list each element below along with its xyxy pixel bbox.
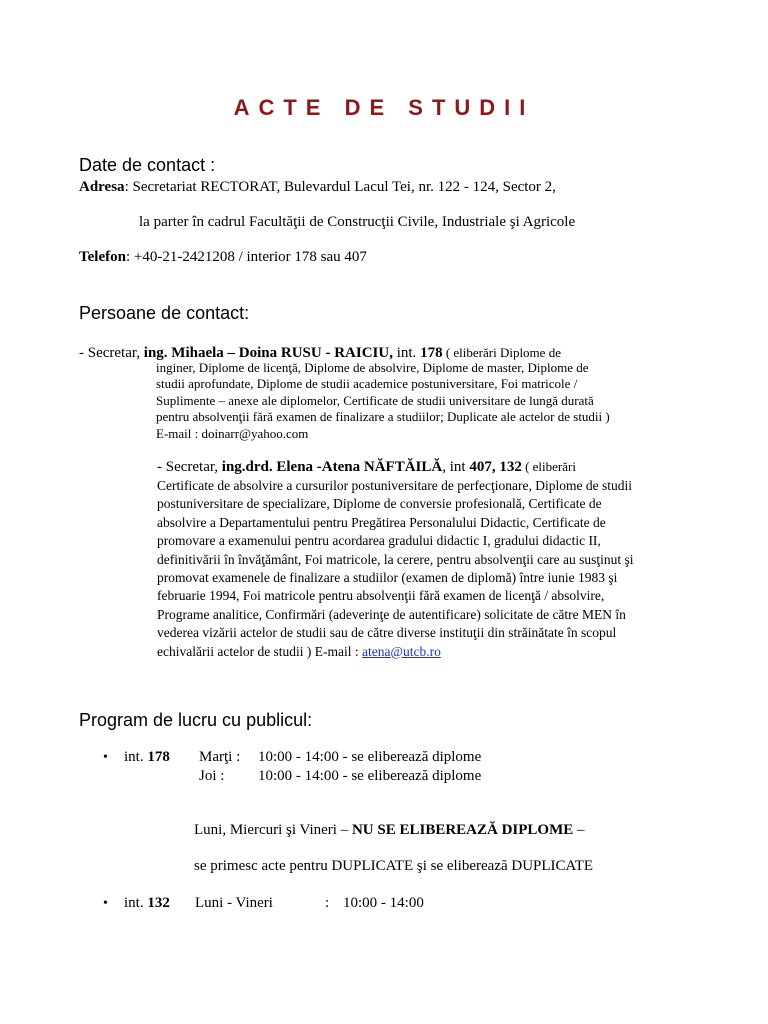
phone-line xyxy=(79,249,367,266)
person-2-int-label: , int xyxy=(442,459,470,475)
schedule-time-1: 10:00 - 14:00 - se eliberează diplome xyxy=(258,749,482,765)
note-1-suffix: – xyxy=(573,822,585,838)
person-1-name: ing. Mihaela – Doina RUSU - RAICIU, xyxy=(143,345,393,361)
address-label: Adresa xyxy=(79,179,125,195)
person-1-desc-line: inginer, Diplome de licenţă, Diplome de absolvire, Diplome de master, Diplome de xyxy=(156,360,589,375)
person-2-firstline xyxy=(157,458,576,476)
person-2-name: ing.drd. Elena -Atena NĂFTĂILĂ xyxy=(221,459,443,475)
int-value: 132 xyxy=(147,895,170,911)
schedule-time-2: 10:00 - 14:00 - se eliberează diplome xyxy=(258,768,482,784)
note-1-prefix: Luni, Miercuri şi Vineri – xyxy=(194,822,352,838)
person-2-prefix: - Secretar, xyxy=(157,459,222,475)
schedule-day-1: Marţi : xyxy=(199,749,241,765)
int-178-label xyxy=(124,749,170,766)
person-2-desc-first: ( eliberări xyxy=(521,459,576,474)
person-2-desc-line: vederea vizării actelor de studii sau de către diverse instituţii din străinătate în scopul xyxy=(157,625,617,641)
person-1-int-label: int. xyxy=(392,345,421,361)
int-value: 178 xyxy=(147,749,170,765)
person-1-prefix: - Secretar, xyxy=(79,345,144,361)
page-title: ACTE DE STUDII xyxy=(233,95,535,120)
phone-value: : +40-21-2421208 / interior 178 sau 407 xyxy=(125,249,367,265)
person-1-desc-line: pentru absolvenţii fără examen de finalizare a studiilor; Duplicate ale actelor de studii ) xyxy=(156,409,610,425)
person-1-int-value: 178 xyxy=(420,345,443,361)
person-2-desc-line: promovat examenele de finalizare a studiilor (examen de diplomă) între iunie 1983 şi xyxy=(157,570,618,586)
persons-heading: Persoane de contact: xyxy=(79,303,250,323)
schedule-day-2: Joi : xyxy=(199,768,225,784)
schedule-note-2: se primesc acte pentru DUPLICATE şi se eliberează DUPLICATE xyxy=(194,858,594,874)
email-link-atena[interactable]: atena@utcb.ro xyxy=(362,643,441,659)
schedule-sep-132: : xyxy=(325,895,330,911)
schedule-days-132: Luni - Vineri xyxy=(195,895,273,911)
note-1-bold: NU SE ELIBEREAZĂ DIPLOME xyxy=(351,822,574,838)
contact-heading: Date de contact : xyxy=(79,155,216,175)
address-line-2: la parter în cadrul Facultăţii de Construcţii Civile, Industriale şi Agricole xyxy=(139,214,576,230)
bullet-178: • xyxy=(103,750,108,765)
schedule-heading: Program de lucru cu publicul: xyxy=(79,710,313,730)
person-2-desc-line: promovare a examenului pentru acordarea gradului didactic I, gradului didactic II, xyxy=(157,533,601,549)
bullet-132: • xyxy=(103,896,108,911)
person-1-desc-line: studii aprofundate, Diplome de studii academice postuniversitare, Foi matricole / xyxy=(156,376,578,392)
int-132-label xyxy=(124,895,170,912)
person-1-email: E-mail : doinarr@yahoo.com xyxy=(156,425,309,441)
person-2-desc-line: definitivării în învăţământ, Foi matricole, la cerere, pentru absolvenţii care au susţinut şi xyxy=(157,551,634,567)
person-1-desc-first: ( eliberări Diplome de xyxy=(442,345,561,360)
person-1-desc-line: Suplimente – anexe ale diplomelor, Certificate de studii universitare de lungă durată xyxy=(156,392,594,408)
person-2-description xyxy=(157,477,633,661)
person-1-description xyxy=(156,360,610,442)
person-2-desc-line: postuniversitare de specializare, Diplome de conversie profesională, Certificate de xyxy=(157,496,602,512)
int-label: int. xyxy=(124,895,148,911)
schedule-time-132: 10:00 - 14:00 xyxy=(343,895,424,911)
schedule-note-1 xyxy=(194,822,585,839)
person-2-desc-line: Certificate de absolvire a cursurilor postuniversitare de perfecţionare, Diplome de studii xyxy=(157,478,632,493)
int-label: int. xyxy=(124,749,148,765)
phone-label: Telefon xyxy=(79,249,126,265)
person-2-desc-line: absolvire a Departamentului pentru Pregătirea Personalului Didactic, Certificate de xyxy=(157,514,606,530)
person-2-desc-line: februarie 1994, Foi matricole pentru absolvenţii fără examen de licenţă / absolvire, xyxy=(157,588,605,604)
person-2-email-label: echivalării actelor de studii ) E-mail : xyxy=(157,643,363,659)
person-2-desc-line: Programe analitice, Confirmări (adeverinţe de autentificare) solicitate de către MEN în xyxy=(157,606,626,622)
person-2-int-value: 407, 132 xyxy=(469,459,522,475)
address-line xyxy=(79,179,556,196)
address-value: : Secretariat RECTORAT, Bulevardul Lacul Tei, nr. 122 - 124, Sector 2, xyxy=(124,179,556,195)
person-2-last-line xyxy=(157,643,633,661)
